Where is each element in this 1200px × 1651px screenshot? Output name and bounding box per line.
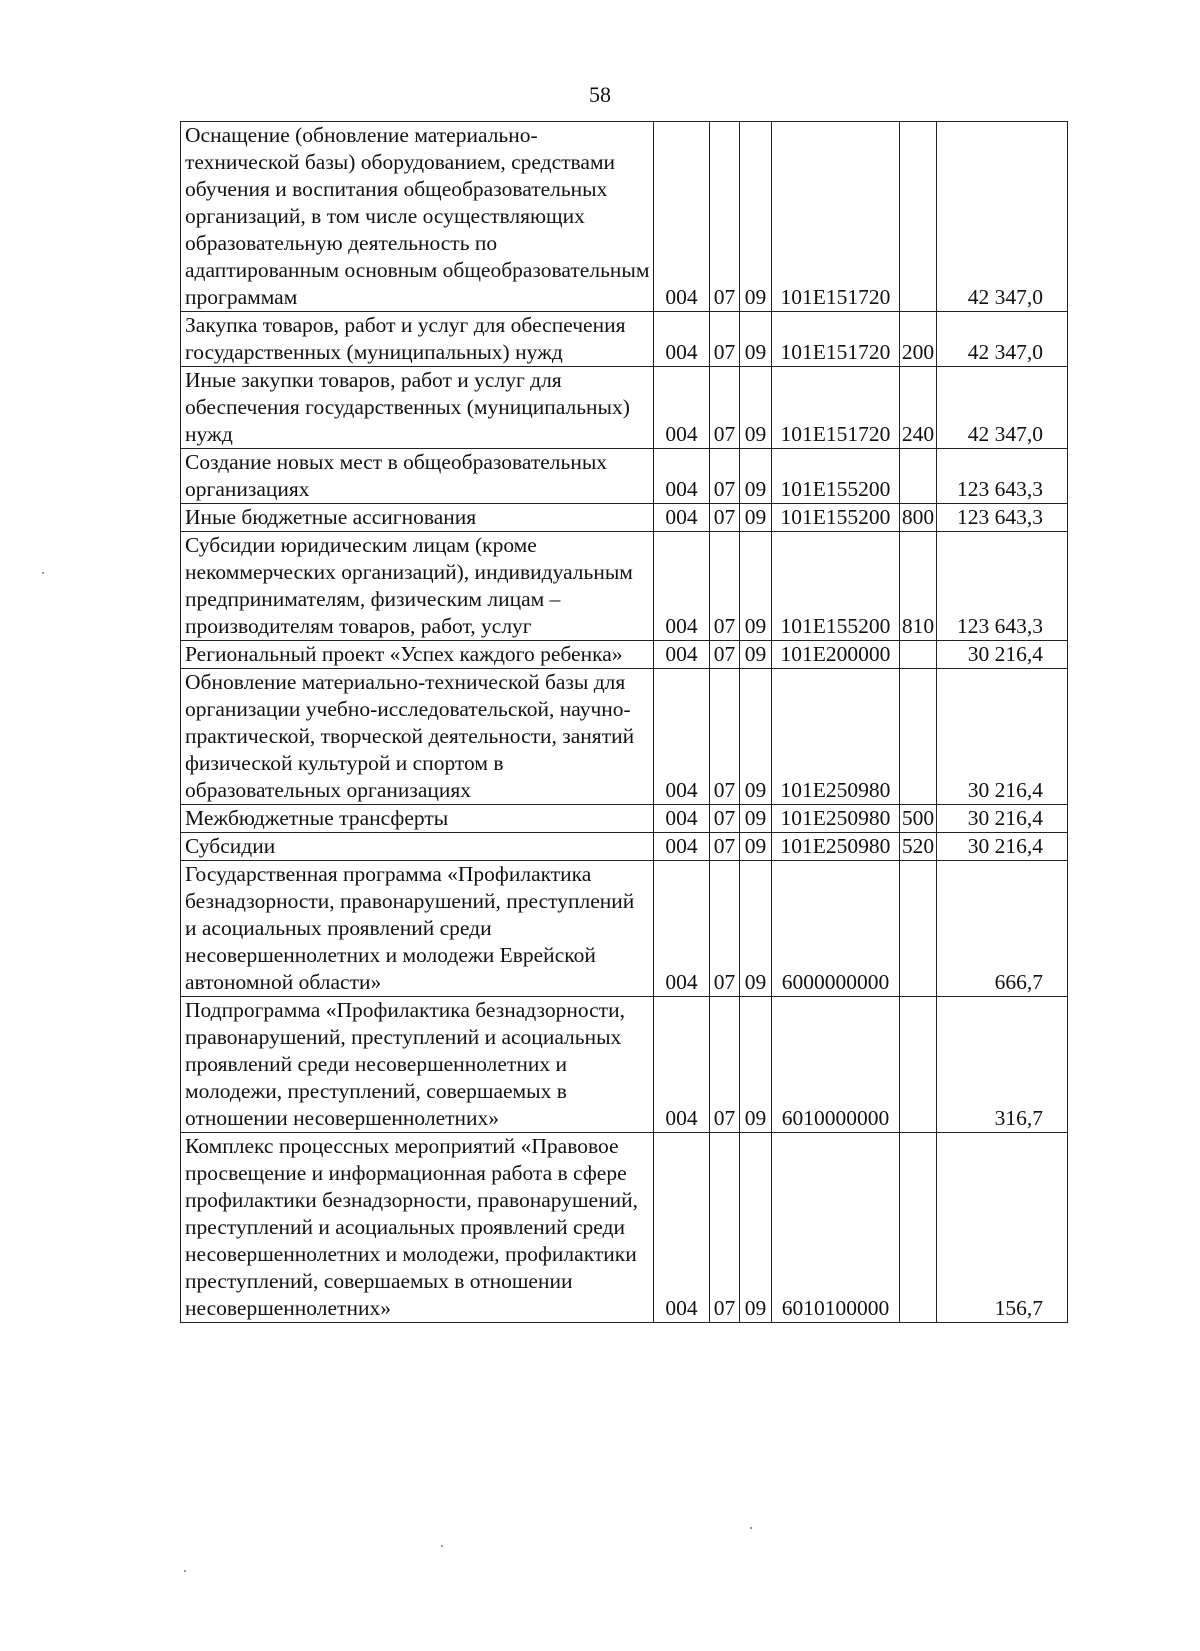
expense-type-code: [900, 449, 937, 504]
ministry-code: 004: [654, 312, 710, 367]
target-article-code: 6000000000: [772, 861, 900, 997]
target-article-code: 101E250980: [772, 833, 900, 861]
target-article-code: 101E250980: [772, 805, 900, 833]
item-name: Государственная программа «Профилактика безнадзорности, правонарушений, преступлений и асоциальных проявлений среди несовершеннолетних и молодежи Еврейской автономной области»: [181, 861, 654, 997]
table-row: [181, 833, 1068, 861]
expense-type-code: [900, 641, 937, 669]
ministry-code: 004: [654, 997, 710, 1133]
amount: 30 216,4: [937, 833, 1068, 861]
amount: 316,7: [937, 997, 1068, 1133]
scan-speck: [184, 1570, 186, 1572]
target-article-code: 101E155200: [772, 532, 900, 641]
subsection-code: 09: [740, 805, 772, 833]
scan-speck: [42, 572, 44, 574]
table-row: [181, 805, 1068, 833]
ministry-code: 004: [654, 669, 710, 805]
subsection-code: 09: [740, 312, 772, 367]
subsection-code: 09: [740, 122, 772, 312]
table-row: [181, 367, 1068, 449]
section-code: 07: [710, 367, 740, 449]
amount: 123 643,3: [937, 449, 1068, 504]
section-code: 07: [710, 122, 740, 312]
target-article-code: 101E200000: [772, 641, 900, 669]
table-row: [181, 449, 1068, 504]
expense-type-code: [900, 122, 937, 312]
subsection-code: 09: [740, 449, 772, 504]
section-code: 07: [710, 997, 740, 1133]
target-article-code: 101E151720: [772, 122, 900, 312]
amount: 30 216,4: [937, 641, 1068, 669]
target-article-code: 6010000000: [772, 997, 900, 1133]
target-article-code: 6010100000: [772, 1133, 900, 1323]
expense-type-code: 500: [900, 805, 937, 833]
item-name: Закупка товаров, работ и услуг для обеспечения государственных (муниципальных) нужд: [181, 312, 654, 367]
target-article-code: 101E250980: [772, 669, 900, 805]
amount: 156,7: [937, 1133, 1068, 1323]
item-name: Иные бюджетные ассигнования: [181, 504, 654, 532]
target-article-code: 101E155200: [772, 449, 900, 504]
item-name: Оснащение (обновление материально-технической базы) оборудованием, средствами обучения и воспитания общеобразовательных организаций, в том числе осуществляющих образовательную деятельность по адаптированным основным общеобразовательным программам: [181, 122, 654, 312]
amount: 42 347,0: [937, 122, 1068, 312]
amount: 30 216,4: [937, 669, 1068, 805]
subsection-code: 09: [740, 367, 772, 449]
expense-type-code: 800: [900, 504, 937, 532]
ministry-code: 004: [654, 641, 710, 669]
scan-speck: [750, 1527, 752, 1529]
section-code: 07: [710, 669, 740, 805]
table-row: [181, 504, 1068, 532]
ministry-code: 004: [654, 805, 710, 833]
amount: 42 347,0: [937, 367, 1068, 449]
subsection-code: 09: [740, 532, 772, 641]
ministry-code: 004: [654, 532, 710, 641]
expense-type-code: 810: [900, 532, 937, 641]
section-code: 07: [710, 532, 740, 641]
subsection-code: 09: [740, 669, 772, 805]
section-code: 07: [710, 805, 740, 833]
table-row: [181, 669, 1068, 805]
item-name: Создание новых мест в общеобразовательных организациях: [181, 449, 654, 504]
expense-type-code: 240: [900, 367, 937, 449]
table-row: [181, 532, 1068, 641]
amount: 123 643,3: [937, 532, 1068, 641]
ministry-code: 004: [654, 504, 710, 532]
subsection-code: 09: [740, 861, 772, 997]
table-row: [181, 997, 1068, 1133]
section-code: 07: [710, 641, 740, 669]
amount: 42 347,0: [937, 312, 1068, 367]
item-name: Обновление материально-технической базы для организации учебно-исследовательской, научно-практической, творческой деятельности, занятий физической культурой и спортом в образовательных организациях: [181, 669, 654, 805]
table-row: [181, 641, 1068, 669]
budget-table: [180, 121, 1068, 1323]
ministry-code: 004: [654, 1133, 710, 1323]
table-row: [181, 312, 1068, 367]
subsection-code: 09: [740, 833, 772, 861]
item-name: Региональный проект «Успех каждого ребенка»: [181, 641, 654, 669]
ministry-code: 004: [654, 833, 710, 861]
expense-type-code: [900, 861, 937, 997]
subsection-code: 09: [740, 997, 772, 1133]
subsection-code: 09: [740, 641, 772, 669]
ministry-code: 004: [654, 449, 710, 504]
ministry-code: 004: [654, 367, 710, 449]
expense-type-code: 520: [900, 833, 937, 861]
section-code: 07: [710, 833, 740, 861]
section-code: 07: [710, 504, 740, 532]
table-row: [181, 861, 1068, 997]
subsection-code: 09: [740, 504, 772, 532]
expense-type-code: [900, 669, 937, 805]
scan-speck: [441, 1545, 443, 1547]
amount: 123 643,3: [937, 504, 1068, 532]
target-article-code: 101E155200: [772, 504, 900, 532]
section-code: 07: [710, 312, 740, 367]
section-code: 07: [710, 861, 740, 997]
budget-table-body: [181, 122, 1068, 1323]
ministry-code: 004: [654, 861, 710, 997]
target-article-code: 101E151720: [772, 312, 900, 367]
item-name: Иные закупки товаров, работ и услуг для обеспечения государственных (муниципальных) нужд: [181, 367, 654, 449]
item-name: Межбюджетные трансферты: [181, 805, 654, 833]
section-code: 07: [710, 1133, 740, 1323]
expense-type-code: [900, 1133, 937, 1323]
table-row: [181, 122, 1068, 312]
amount: 666,7: [937, 861, 1068, 997]
expense-type-code: 200: [900, 312, 937, 367]
subsection-code: 09: [740, 1133, 772, 1323]
page-number: 58: [589, 82, 611, 107]
amount: 30 216,4: [937, 805, 1068, 833]
ministry-code: 004: [654, 122, 710, 312]
item-name: Комплекс процессных мероприятий «Правовое просвещение и информационная работа в сфере профилактики безнадзорности, правонарушений, преступлений и асоциальных проявлений среди несовершеннолетних и молодежи, профилактики преступлений, совершаемых в отношении несовершеннолетних»: [181, 1133, 654, 1323]
expense-type-code: [900, 997, 937, 1133]
target-article-code: 101E151720: [772, 367, 900, 449]
item-name: Субсидии: [181, 833, 654, 861]
table-row: [181, 1133, 1068, 1323]
item-name: Субсидии юридическим лицам (кроме некоммерческих организаций), индивидуальным предпринимателям, физическим лицам – производителям товаров, работ, услуг: [181, 532, 654, 641]
item-name: Подпрограмма «Профилактика безнадзорности, правонарушений, преступлений и асоциальных проявлений среди несовершеннолетних и молодежи, преступлений, совершаемых в отношении несовершеннолетних»: [181, 997, 654, 1133]
section-code: 07: [710, 449, 740, 504]
